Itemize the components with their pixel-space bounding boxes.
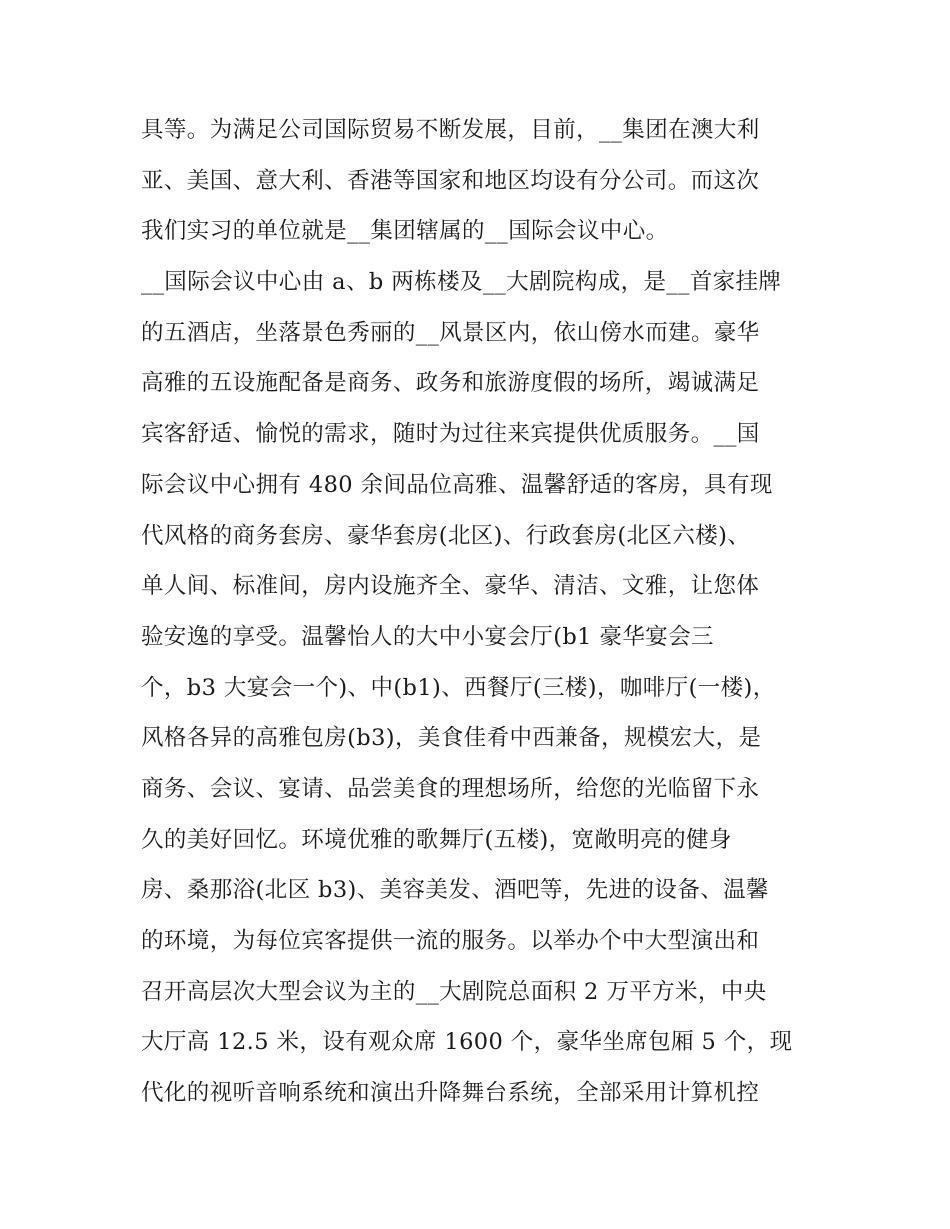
text-line: 际会议中心拥有 480 余间品位高雅、温馨舒适的客房，具有现	[141, 471, 773, 498]
text-line: 大厅高 12.5 米，设有观众席 1600 个，豪华坐席包厢 5 个，现	[141, 1029, 793, 1056]
text-line: __国际会议中心由 a、b 两栋楼及__大剧院构成，是__首家挂牌	[141, 269, 782, 296]
text-line: 亚、美国、意大利、香港等国家和地区均设有分公司。而这次	[141, 167, 760, 194]
text-line: 具等。为满足公司国际贸易不断发展，目前，__集团在澳大利	[141, 117, 760, 143]
text-line: 召开高层次大型会议为主的__大剧院总面积 2 万平方米，中央	[141, 978, 767, 1005]
text-line: 验安逸的享受。温馨怡人的大中小宴会厅(b1 豪华宴会三	[141, 623, 714, 650]
text-line: 宾客舒适、愉悦的需求，随时为过往来宾提供优质服务。__国	[141, 421, 760, 448]
text-line: 的五酒店，坐落景色秀丽的__风景区内，依山傍水而建。豪华	[141, 319, 760, 346]
text-line: 风格各异的高雅包房(b3)，美食佳肴中西兼备，规模宏大，是	[141, 725, 762, 752]
text-line: 商务、会议、宴请、品尝美食的理想场所，给您的光临留下永	[141, 775, 760, 802]
text-line: 的环境，为每位宾客提供一流的服务。以举办个中大型演出和	[141, 928, 760, 954]
text-line: 个，b3 大宴会一个)、中(b1)、西餐厅(三楼)，咖啡厅(一楼)，	[141, 674, 776, 701]
text-line: 高雅的五设施配备是商务、政务和旅游度假的场所，竭诚满足	[141, 370, 760, 397]
text-line: 房、桑那浴(北区 b3)、美容美发、酒吧等，先进的设备、温馨	[141, 877, 769, 904]
text-line: 单人间、标准间，房内设施齐全、豪华、清洁、文雅，让您体	[141, 573, 760, 600]
text-line: 我们实习的单位就是__集团辖属的__国际会议中心。	[141, 218, 669, 245]
body-text	[141, 108, 821, 1122]
text-line: 久的美好回忆。环境优雅的歌舞厅(五楼)，宽敞明亮的健身	[141, 826, 732, 853]
text-line: 代风格的商务套房、豪华套房(北区)、行政套房(北区六楼)、	[141, 522, 751, 549]
text-line: 代化的视听音响系统和演出升降舞台系统，全部采用计算机控	[141, 1080, 760, 1107]
